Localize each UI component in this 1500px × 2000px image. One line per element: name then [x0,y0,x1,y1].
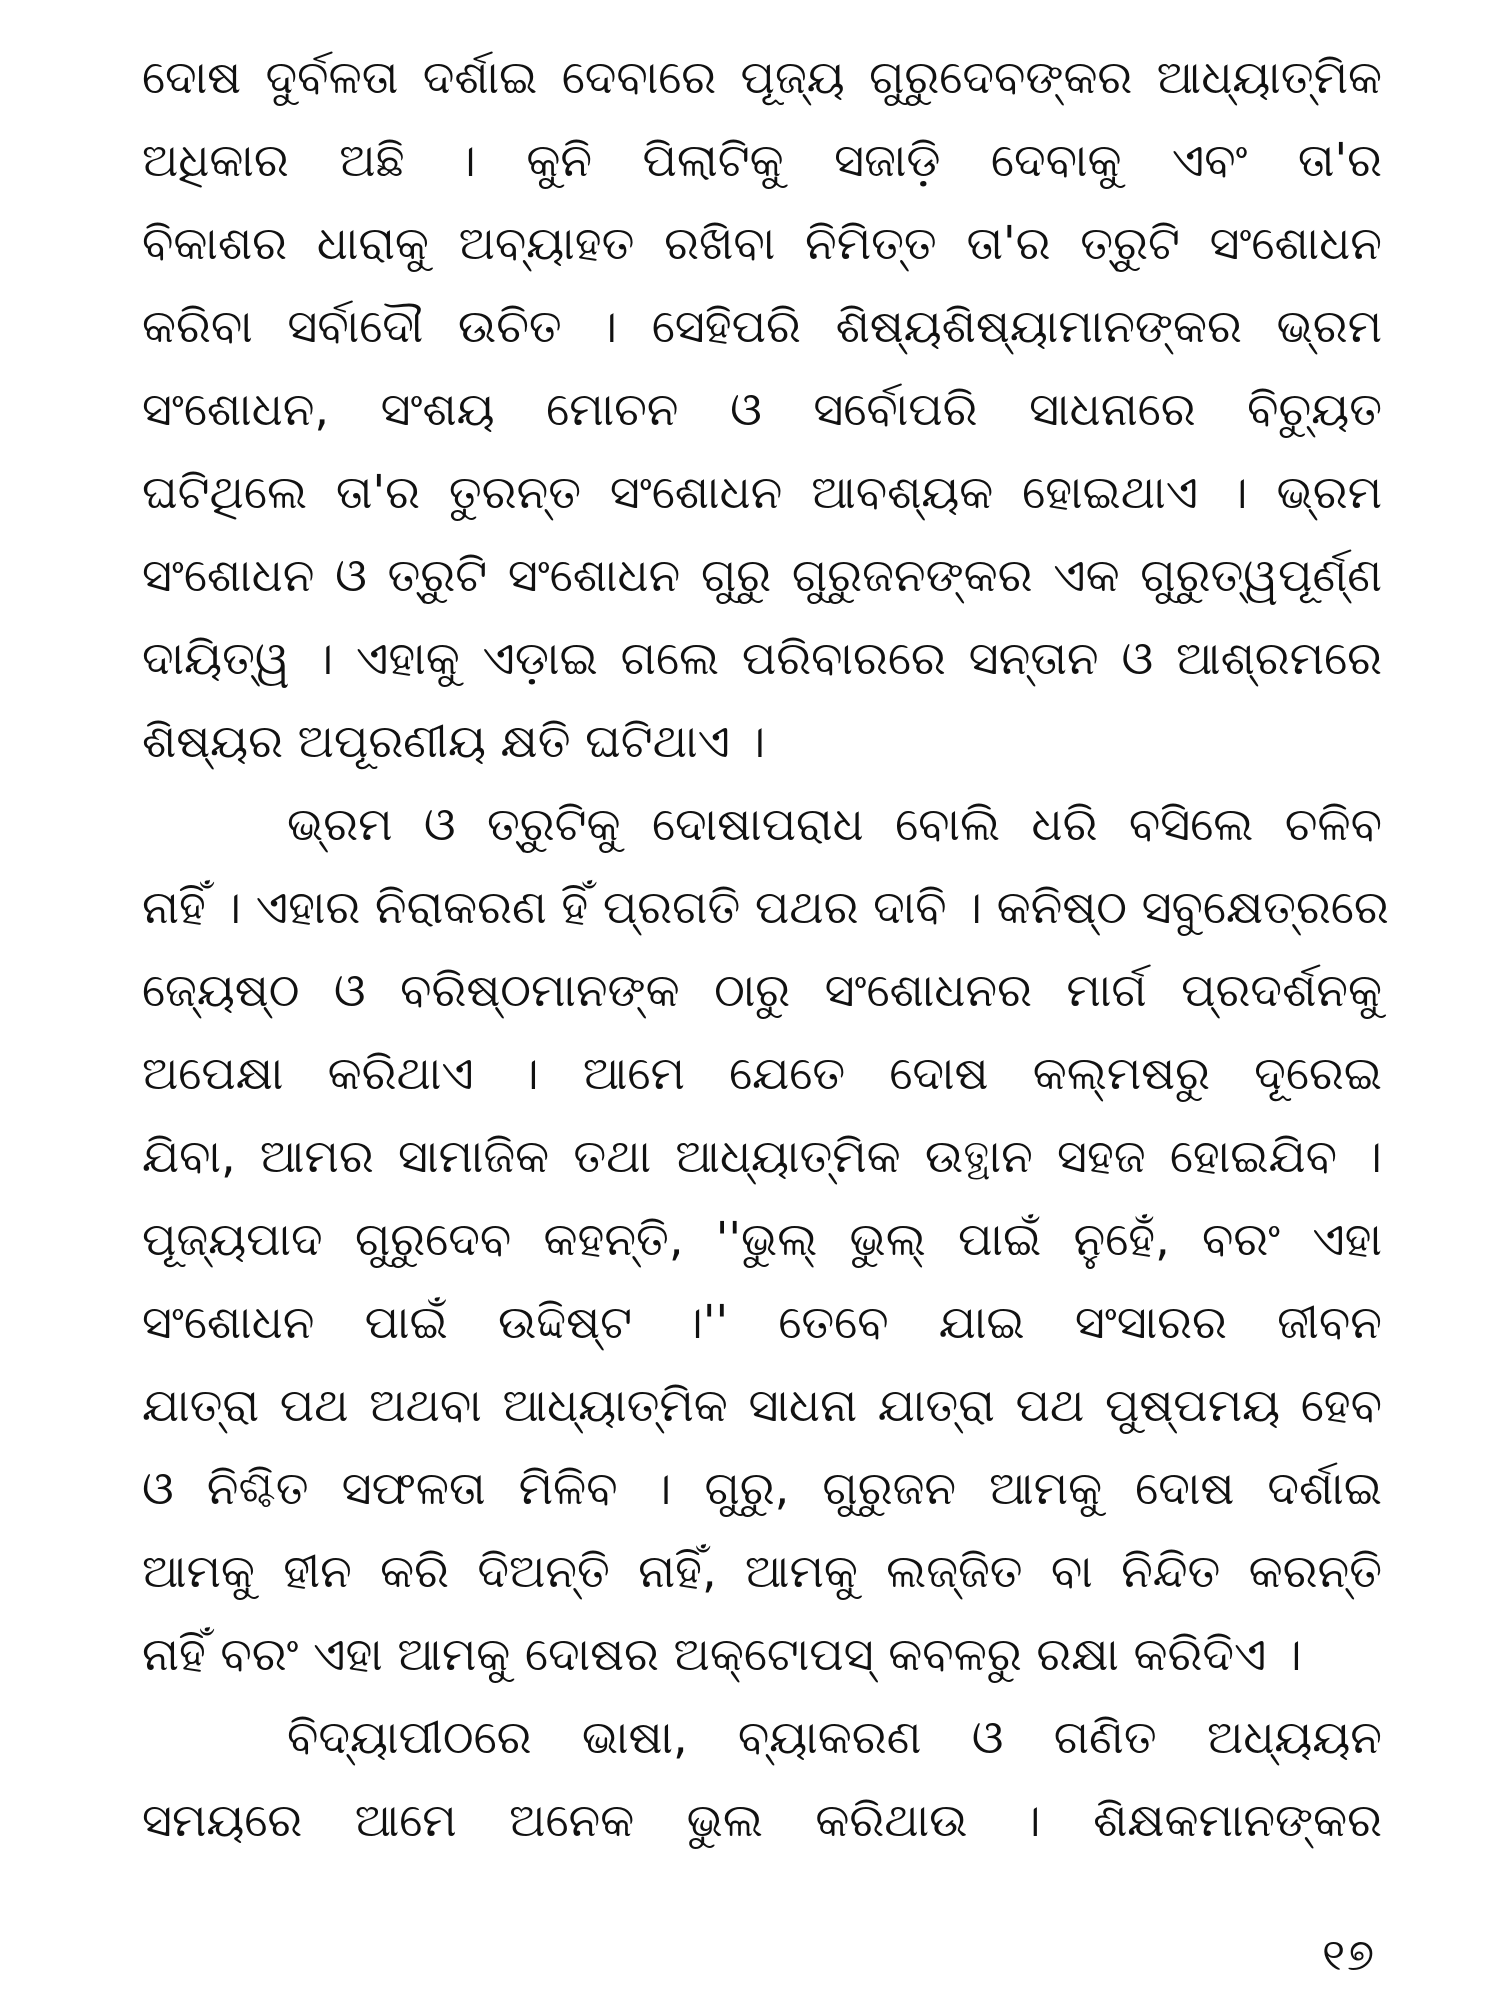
text-line: କରିବା ସର୍ବାଦୌ ଉଚିତ । ସେହିପରି ଶିଷ୍ୟଶିଷ୍ୟାମାନଙ୍କର ଭ୍ରମ [142,299,1382,353]
text-line: ଦାୟିତ୍ୱ । ଏହାକୁ ଏଡ଼ାଇ ଗଲେ ପରିବାରରେ ସନ୍ତାନ ଓ ଆଶ୍ରମରେ [142,631,1382,685]
text-line: ସଂଶୋଧନ, ସଂଶୟ ମୋଚନ ଓ ସର୍ବୋପରି ସାଧନାରେ ବିଚ୍ୟୁତ [142,382,1382,436]
text-line: ଅଧିକାର ଅଛି । କୁନି ପିଲାଟିକୁ ସଜାଡ଼ି ଦେବାକୁ ଏବଂ ତା'ର [142,133,1382,187]
body-text [142,36,1389,1862]
text-line: ଦୋଷ ଦୁର୍ବଳତା ଦର୍ଶାଇ ଦେବାରେ ପୂଜ୍ୟ ଗୁରୁଦେବଙ୍କର ଆଧ୍ୟାତ୍ମିକ [142,50,1382,104]
text-line: ଯିବା, ଆମର ସାମାଜିକ ତଥା ଆଧ୍ୟାତ୍ମିକ ଉତ୍ଥାନ ସହଜ ହୋଇଯିବ । [142,1129,1382,1183]
text-line: ଭ୍ରମ ଓ ତ୍ରୁଟିକୁ ଦୋଷାପରାଧ ବୋଲି ଧରି ବସିଲେ ଚଳିବ [287,797,1382,851]
text-line: ଘଟିଥିଲେ ତା'ର ତୁରନ୍ତ ସଂଶୋଧନ ଆବଶ୍ୟକ ହୋଇଥାଏ । ଭ୍ରମ [142,465,1382,519]
text-line: ନାହିଁ ବରଂ ଏହା ଆମକୁ ଦୋଷର ଅକ୍ଟୋପସ୍ କବଳରୁ ରକ୍ଷା କରିଦିଏ । [142,1627,1302,1681]
text-line: ସମୟରେ ଆମେ ଅନେକ ଭୁଲ କରିଥାଉ । ଶିକ୍ଷକମାନଙ୍କର [142,1793,1382,1847]
text-line: ଆମକୁ ହୀନ କରି ଦିଅନ୍ତି ନାହିଁ, ଆମକୁ ଲଜ୍ଜିତ ବା ନିନ୍ଦିତ କରନ୍ତି [142,1544,1382,1598]
text-line: ଜ୍ୟେଷ୍ଠ ଓ ବରିଷ୍ଠମାନଙ୍କ ଠାରୁ ସଂଶୋଧନର ମାର୍ଗ ପ୍ରଦର୍ଶନକୁ [142,963,1382,1017]
text-line: ଓ ନିଶ୍ଚିତ ସଫଳତା ମିଳିବ । ଗୁରୁ, ଗୁରୁଜନ ଆମକୁ ଦୋଷ ଦର୍ଶାଇ [142,1461,1382,1515]
page-number: ୧୭ [1322,1930,1376,1981]
text-line: ସଂଶୋଧନ ଓ ତ୍ରୁଟି ସଂଶୋଧନ ଗୁରୁ ଗୁରୁଜନଙ୍କର ଏକ ଗୁରୁତ୍ୱପୂର୍ଣ୍ଣ [142,548,1382,602]
text-line: ସଂଶୋଧନ ପାଇଁ ଉଦ୍ଦିଷ୍ଟ ।'' ତେବେ ଯାଇ ସଂସାରର ଜୀବନ [142,1295,1382,1349]
text-line: ପୂଜ୍ୟପାଦ ଗୁରୁଦେବ କହନ୍ତି, ''ଭୁଲ୍ ଭୁଲ୍ ପାଇଁ ନୁହେଁ, ବରଂ ଏହା [142,1212,1382,1266]
text-line: ବିଦ୍ୟାପୀଠରେ ଭାଷା, ବ୍ୟାକରଣ ଓ ଗଣିତ ଅଧ୍ୟୟନ [287,1710,1382,1764]
text-line: ଅପେକ୍ଷା କରିଥାଏ । ଆମେ ଯେତେ ଦୋଷ କଲ୍ମଷରୁ ଦୂରେଇ [142,1046,1382,1100]
text-line: ନାହିଁ । ଏହାର ନିରାକରଣ ହିଁ ପ୍ରଗତି ପଥର ଦାବି । କନିଷ୍ଠ ସବୁକ୍ଷେତ୍ରରେ [142,880,1389,934]
text-line: ଶିଷ୍ୟର ଅପୂରଣୀୟ କ୍ଷତି ଘଟିଥାଏ । [142,714,766,768]
text-line: ଯାତ୍ରା ପଥ ଅଥବା ଆଧ୍ୟାତ୍ମିକ ସାଧନା ଯାତ୍ରା ପଥ ପୁଷ୍ପମୟ ହେବ [142,1378,1382,1432]
text-line: ବିକାଶର ଧାରାକୁ ଅବ୍ୟାହତ ରଖିବା ନିମିତ୍ତ ତା'ର ତ୍ରୁଟି ସଂଶୋଧନ [142,216,1382,270]
